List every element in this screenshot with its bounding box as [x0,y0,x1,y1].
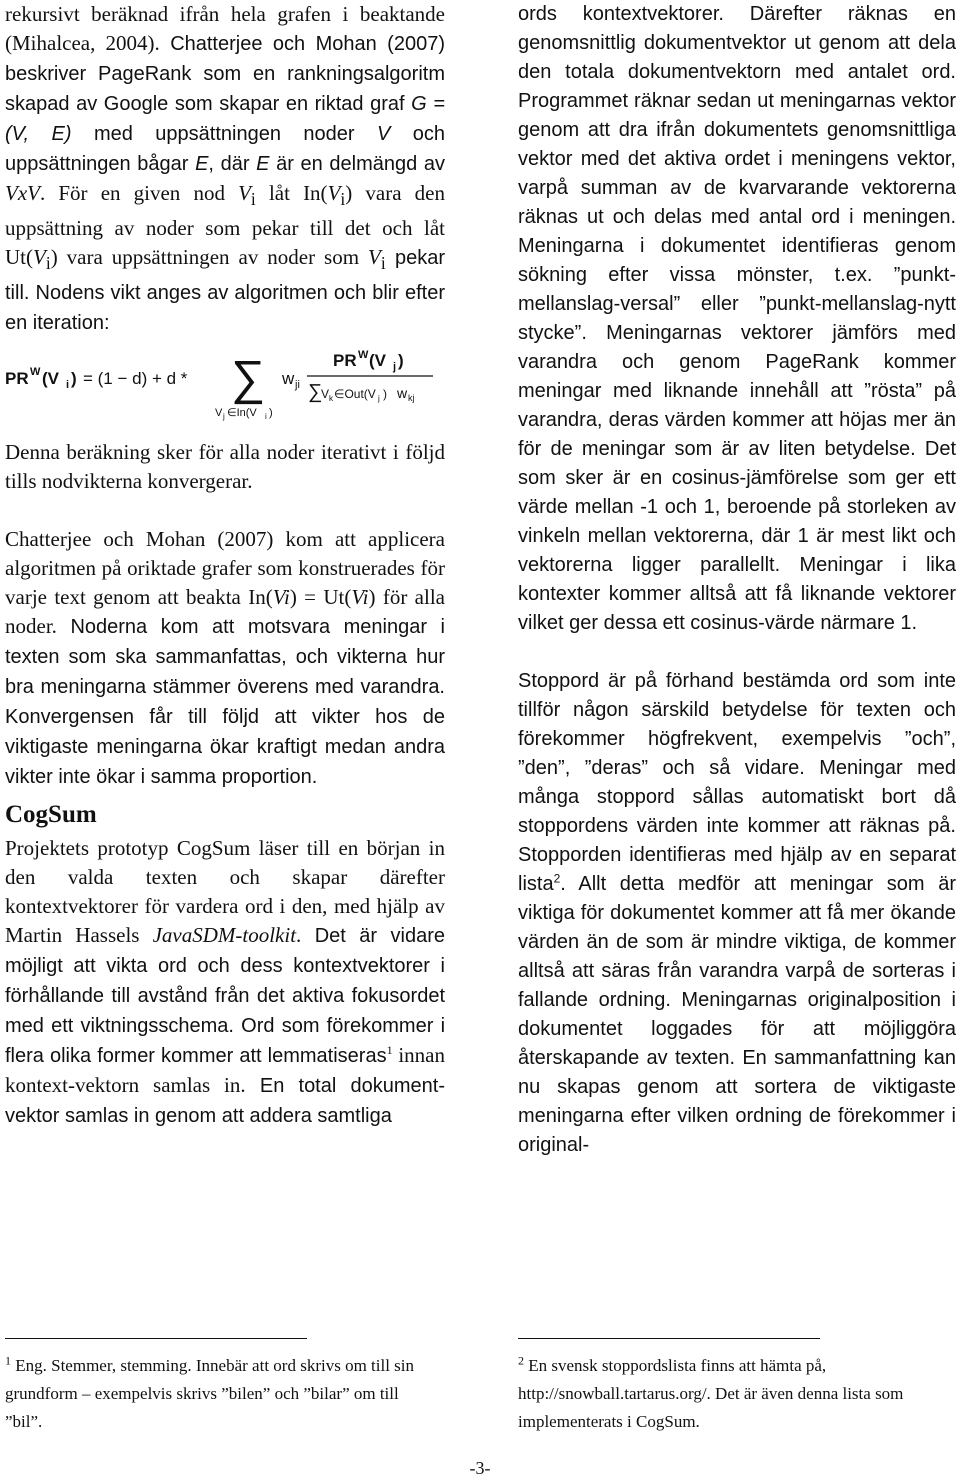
math-vi: Vi [351,585,369,610]
footnote-1 [5,1352,435,1436]
math-sub: i [340,189,346,210]
math-vi: V [327,181,341,205]
text-run: Konvergensen får till följd att vikter hos de viktigaste meningarna ökar kraftigt medan andra vikter inte ökar i samma proportion. [5,706,445,789]
formula-graphic [5,350,445,430]
text-run: . För en given nod [39,181,239,205]
footnote-text: Eng. Stemmer, stemming. Innebär att ord skrivs om till sin grundform – exempelvis skrivs ”bilen” och ”bilar” om till ”bil”. [5,1356,415,1431]
paragraph-cogsum [5,834,445,1131]
toolkit-name: JavaSDM-toolkit [152,923,297,948]
text-run: innan kontext-vektorn samlas in. [5,1043,446,1098]
math-graph: G = (V, E) [5,93,445,145]
math-e: E [256,153,270,175]
footnote-ref-1: 1 [386,1043,393,1058]
paragraph-stopwords [518,667,956,1160]
footnote-number: 2 [518,1353,524,1368]
text-run: . [296,923,302,948]
paragraph-undirected-graphs [5,525,445,792]
footnote-rule-left [5,1338,307,1339]
text-run: ) vara uppsättningen av noder som [50,245,368,270]
intro-paragraph [5,0,445,338]
formula-num-pr: PR [333,351,357,371]
text-run: pekar till. Nodens vikt anges av algoritmen och blir efter en iteration: [5,247,445,335]
text-run: Noderna kom att motsvara meningar i texten som ska sammanfattas, och vikterna hur bra meningarna stämmer överens med varandra. [5,616,445,699]
section-heading: CogSum [5,801,97,829]
page-number: -3- [469,1458,491,1478]
formula-lhs-i: i [66,379,70,392]
text-run: ) = Ut( [289,585,352,610]
text-run: ) vara den uppsättning av noder som pekar till det och låt Ut( [5,181,445,270]
formula-lhs-v: (V [42,369,59,389]
math-vxv: VxV [5,181,40,205]
formula-ji: ji [295,379,300,392]
formula-den-rest: ∈Out(V [334,387,376,402]
formula-sum-i: i [265,412,267,422]
formula-lhs: PR [5,369,29,389]
text-run: med uppsättningen noder [71,123,377,145]
math-vi: V [238,181,251,205]
formula-num-v: (V [369,351,386,371]
right-column [518,0,956,1160]
formula-w: w [282,369,295,389]
formula-sum-j: j [223,412,225,422]
text-run: Chatterjee och Mohan (2007) kom att applicera algoritmen på oriktade grafer som konstruerades för varje text genom att beakta In( [5,527,445,610]
math-e: E [195,153,209,175]
math-vi: Vi [272,585,290,610]
pagerank-formula [5,338,445,438]
text-run: låt In( [255,181,328,205]
formula-den-v: V [321,387,330,402]
footnote-2 [518,1352,956,1436]
text-run: och uppsättningen bågar [5,123,445,175]
text-run: , där [208,153,257,175]
math-sub: i [45,253,51,274]
paragraph-vectors: ords kontextvektorer. Därefter räknas en genomsnittlig dokumentvektor ut genom att dela den totala dokumentvektorn med antalet ord. Programmet räknar sedan ut meningarnas vektor genom att dra ifrån dokumentets genomsnittliga vektor med det aktiva ordet i meningens vektor, varpå summan av de kvarvarande vektorerna räknas ut och delas med antal ord i meningen. Meningarna i dokumentet identifieras genom sökning efter vissa mönster, t.ex. ”punkt-mellanslag-versal” eller ”punkt-mellanslag-nytt stycke”. Meningarnas vektorer jämförs med varandra och genom PageRank kommer meningar med liknande innehåll att ”rösta” på varandra, deras värden kommer att höjas mer än för de meningar som är av liten betydelse. Det som sker är en cosinus-jämförelse som ger ett värde mellan -1 och 1, beroende på storleken av vinkeln mellan vektorerna, där 1 är mest likt och vektorerna ligger parallellt. Meningar i lika kontexter kommer alltså att få liknande vektorer vilket ger dessa ett cosinus-värde närmare 1. [518,3,956,634]
formula-num-w: W [358,350,369,362]
text-run: Stoppord är på förhand bestämda ord som inte tillför någon särskild betydelse för texten och förekommer högfrekvent, exempelvis ”och”, ”den”, ”deras” och så vidare. Meningar med många stoppord sållas automatiskt bort då stoppordens värden inte kommer att räknas på. Stopporden identifieras med hjälp av en separat lista [518,670,956,895]
text-run: Ord som förekommer i flera olika former kommer att lemmatiseras [5,1015,446,1068]
math-vi: V [33,245,46,270]
footnote-ref-2: 2 [553,871,561,886]
math-sub: i [250,189,256,210]
footnote-number: 1 [5,1353,11,1368]
text-run: En total dokument-vektor samlas in genom att addera samtliga [5,1075,445,1128]
formula-den-k: k [329,394,333,404]
formula-lhs-close: ) [71,369,77,389]
text-run: är en delmängd av [269,153,445,175]
text-run: rekursivt beräknad ifrån hela grafen i beaktande (Mihalcea, 2004). [5,2,445,55]
formula-eq: = (1 − d) + d * [83,369,188,389]
text-run: Projektets prototyp CogSum läser till en början in den valda texten och skapar därefter kontextvektorer för vardera ord i den, med hjälp av Martin Hassels [5,836,445,948]
formula-sum-rest: ∈In(V [227,407,257,420]
formula-num-close: ) [398,351,404,371]
formula-den-kj: kj [408,393,415,404]
text-run: Det är vidare möjligt att vikta ord och dess kontextvektorer i förhållande till avstånd från det aktiva fokusordet med ett viktningsschema. [5,925,445,1038]
formula-sum-close: ) [269,407,273,420]
footnote-rule-right [518,1338,820,1339]
math-sub: i [380,253,386,274]
math-vi: V [368,245,381,270]
formula-sigma: ∑ [231,352,266,406]
math-v: V [376,123,391,145]
text-run: Chatterjee och Mohan (2007) beskriver PageRank som en rankningsalgoritm skapad av Google som skapar en riktad graf [5,33,445,115]
formula-lhs-w: W [30,366,41,379]
formula-den-sigma: ∑ [308,381,323,404]
text-run: ) för alla noder. [5,585,445,639]
formula-den-close: ) [383,387,387,402]
footnote-text: En svensk stoppordslista finns att hämta på, http://snowball.tartarus.org/. Det är även denna lista som implementerats i CogSum. [518,1356,904,1431]
formula-den-w: w [397,385,408,402]
text-run: . Allt detta medför att meningar som är viktiga för dokumentet kommer att få mer ökande värden än de som är mindre viktiga, de kommer alltså att säras från varandra varpå de sorteras i fallande ordning. Meningarnas originalposition i dokumentet loggades för att möjliggöra återskapande av texten. En sammanfattning kan nu skapas genom att sortera de viktigaste meningarna efter vilken ordning de förekommer i original- [518,873,956,1156]
formula-num-j: j [393,361,397,374]
left-column [5,0,445,1131]
after-formula-paragraph: Denna beräkning sker för alla noder iterativt i följd tills nodvikterna konvergerar. [5,440,445,494]
formula-den-j: j [378,394,380,404]
formula-sum-v: V [215,407,223,420]
